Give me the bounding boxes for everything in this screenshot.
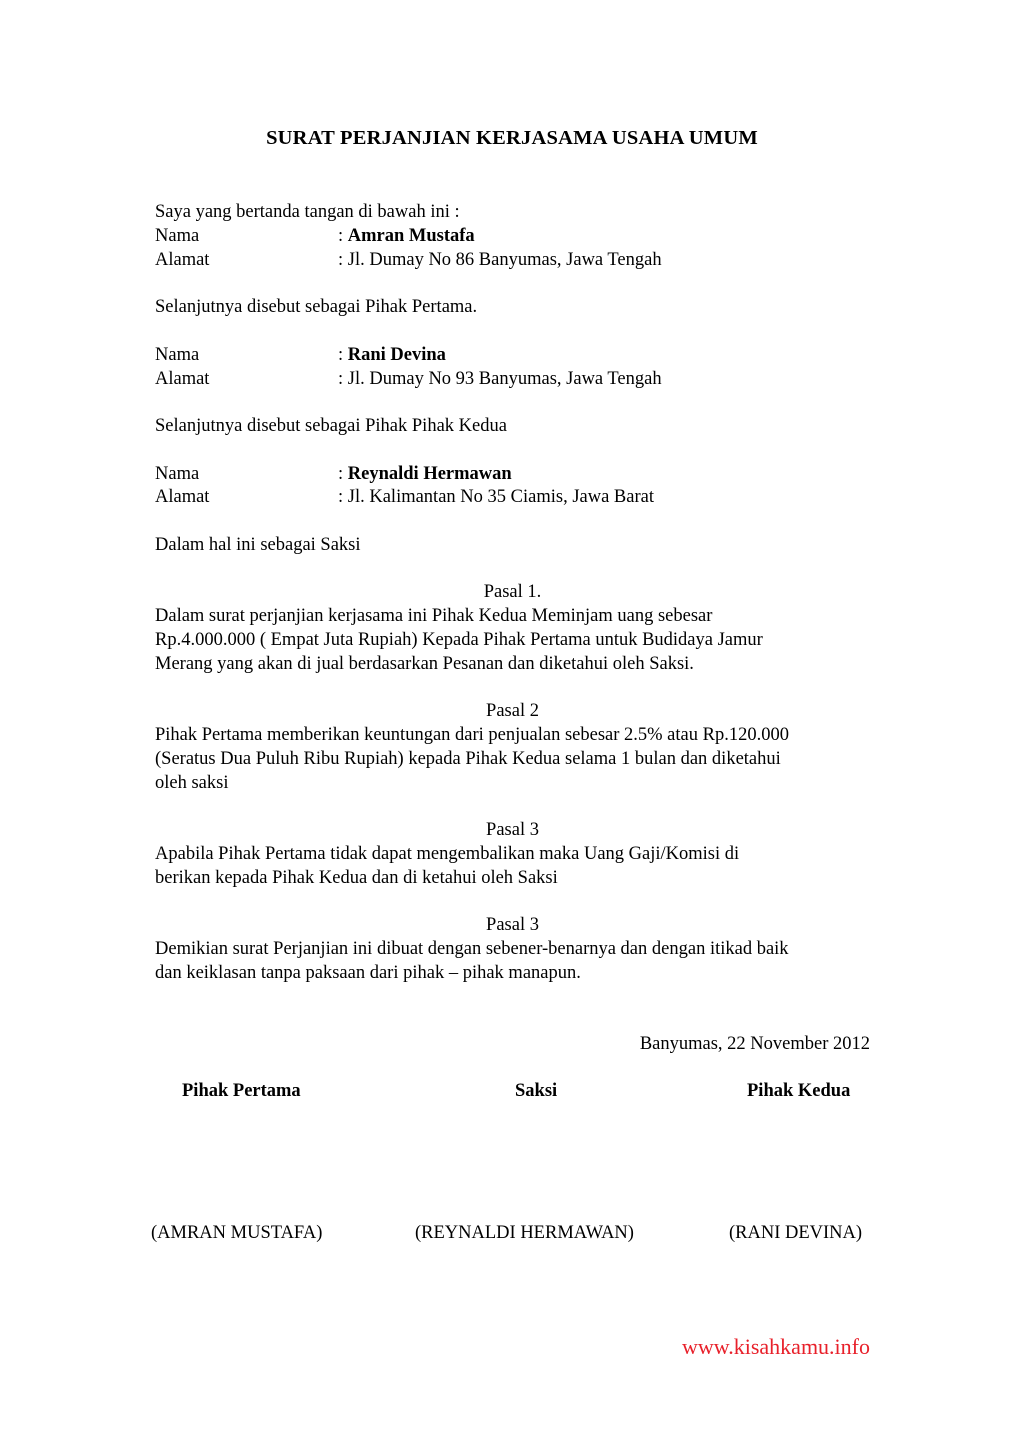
party2-name: Rani Devina: [347, 345, 446, 365]
witness-name-label: Nama: [155, 464, 200, 484]
website-link[interactable]: www.kisahkamu.info: [682, 1334, 870, 1359]
party1-address-label: Alamat: [155, 250, 210, 270]
article-2-line: Pihak Pertama memberikan keuntungan dari penjualan sebesar 2.5% atau Rp.120.000: [155, 725, 789, 745]
article-2-heading: Pasal 2: [486, 701, 539, 721]
party2-name-value: : Rani Devina: [338, 345, 446, 365]
article-2-line: (Seratus Dua Puluh Ribu Rupiah) kepada Pihak Kedua selama 1 bulan dan diketahui: [155, 749, 781, 769]
witness-address-value: : Jl. Kalimantan No 35 Ciamis, Jawa Barat: [338, 487, 654, 507]
document-title: SURAT PERJANJIAN KERJASAMA USAHA UMUM: [266, 127, 758, 149]
article-1-line: Rp.4.000.000 ( Empat Juta Rupiah) Kepada Pihak Pertama untuk Budidaya Jamur: [155, 630, 763, 650]
witness-name: Reynaldi Hermawan: [347, 464, 512, 484]
article-3-heading: Pasal 3: [486, 820, 539, 840]
party1-name-value: : Amran Mustafa: [338, 226, 475, 246]
article-2-line: oleh saksi: [155, 773, 229, 793]
party1-address-value: : Jl. Dumay No 86 Banyumas, Jawa Tengah: [338, 250, 662, 270]
party1-name-label: Nama: [155, 226, 200, 246]
witness-name-value: : Reynaldi Hermawan: [338, 464, 512, 484]
witness-address-label: Alamat: [155, 487, 210, 507]
party2-address-value: : Jl. Dumay No 93 Banyumas, Jawa Tengah: [338, 369, 662, 389]
article-1-line: Dalam surat perjanjian kerjasama ini Pihak Kedua Meminjam uang sebesar: [155, 606, 713, 626]
article-4-body: [155, 937, 875, 985]
witness-address: Jl. Kalimantan No 35 Ciamis, Jawa Barat: [347, 487, 654, 507]
party1-address: Jl. Dumay No 86 Banyumas, Jawa Tengah: [347, 250, 662, 270]
party2-address-label: Alamat: [155, 369, 210, 389]
party2-designation: Selanjutnya disebut sebagai Pihak Pihak Kedua: [155, 416, 507, 436]
party2-name-label: Nama: [155, 345, 200, 365]
party1-designation: Selanjutnya disebut sebagai Pihak Pertama.: [155, 297, 478, 317]
signature-name-first-party: (AMRAN MUSTAFA): [151, 1223, 323, 1243]
intro-text: Saya yang bertanda tangan di bawah ini :: [155, 202, 460, 222]
article-3-body: [155, 842, 875, 890]
signature-role-first-party: Pihak Pertama: [182, 1081, 301, 1101]
witness-designation: Dalam hal ini sebagai Saksi: [155, 535, 361, 555]
signature-name-witness: (REYNALDI HERMAWAN): [415, 1223, 634, 1243]
signature-role-witness: Saksi: [515, 1081, 558, 1101]
article-1-body: [155, 604, 875, 676]
article-2-body: [155, 723, 875, 795]
party2-address: Jl. Dumay No 93 Banyumas, Jawa Tengah: [347, 369, 662, 389]
party1-name: Amran Mustafa: [347, 226, 475, 246]
signature-name-second-party: (RANI DEVINA): [729, 1223, 863, 1243]
signature-role-second-party: Pihak Kedua: [747, 1081, 851, 1101]
place-date: Banyumas, 22 November 2012: [639, 1034, 870, 1054]
article-1-heading: Pasal 1.: [483, 582, 542, 602]
article-4-line: dan keiklasan tanpa paksaan dari pihak – pihak manapun.: [155, 963, 581, 983]
article-1-line: Merang yang akan di jual berdasarkan Pesanan dan diketahui oleh Saksi.: [155, 654, 694, 674]
article-3-line: berikan kepada Pihak Kedua dan di ketahui oleh Saksi: [155, 868, 558, 888]
article-3-line: Apabila Pihak Pertama tidak dapat mengembalikan maka Uang Gaji/Komisi di: [155, 844, 740, 864]
article-4-heading: Pasal 3: [486, 915, 539, 935]
article-4-line: Demikian surat Perjanjian ini dibuat dengan sebener-benarnya dan dengan itikad baik: [155, 939, 789, 959]
